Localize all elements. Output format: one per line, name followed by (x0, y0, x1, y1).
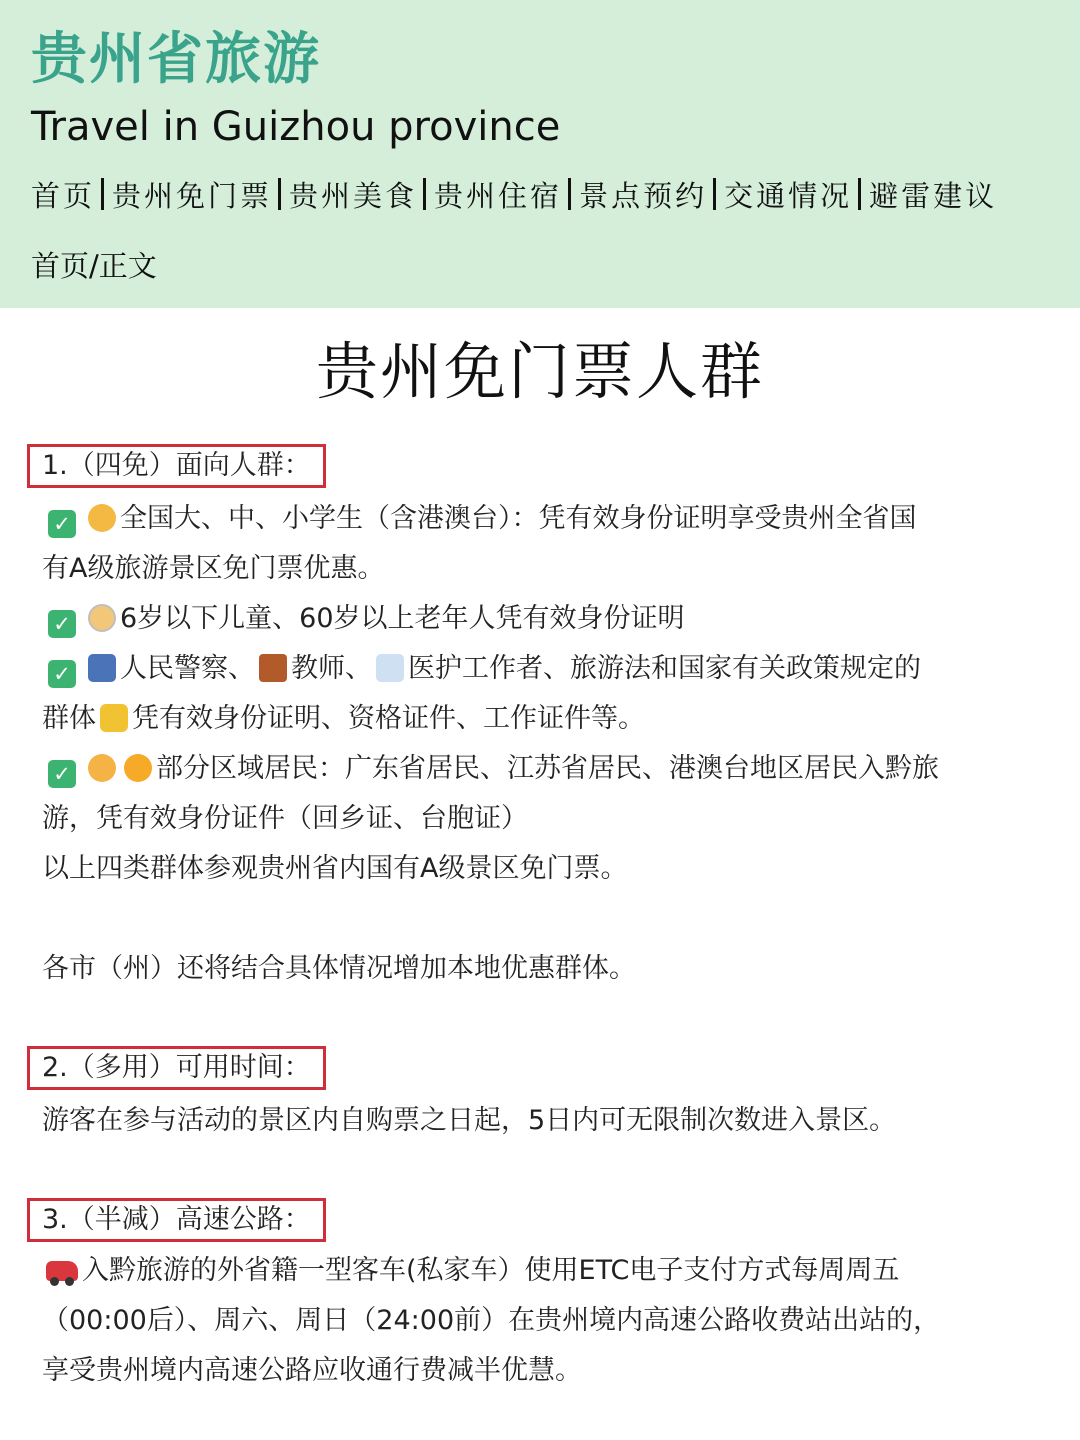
elderly-person-icon (88, 604, 116, 632)
nav-item-reservation[interactable]: 景点预约 (579, 178, 708, 213)
check-box-icon: ✓ (48, 660, 76, 688)
item-text-continued: 游，凭有效身份证件（回乡证、台胞证） (42, 803, 528, 834)
teacher-icon (259, 654, 287, 682)
check-box-icon: ✓ (48, 510, 76, 538)
list-item (42, 749, 939, 789)
check-box-icon: ✓ (48, 760, 76, 788)
item-text: 教师、 (291, 653, 372, 684)
article-title: 贵州免门票人群 (315, 335, 764, 408)
nav-separator (713, 178, 716, 210)
item-text: 6岁以下儿童、60岁以上老年人凭有效身份证明 (120, 603, 685, 634)
item-text: 全国大、中、小学生（含港澳台）：凭有效身份证明享受贵州全省国 (120, 503, 917, 534)
list-item (42, 1251, 899, 1291)
item-text: 入黔旅游的外省籍一型客车(私家车）使用ETC电子支付方式每周周五 (82, 1255, 900, 1286)
site-subtitle: Travel in Guizhou province (31, 104, 561, 150)
section-heading-highway: 3.（半减）高速公路： (27, 1198, 326, 1242)
nav-item-tips[interactable]: 避雷建议 (869, 178, 998, 213)
nav-item-food[interactable]: 贵州美食 (289, 178, 418, 213)
check-box-icon: ✓ (48, 610, 76, 638)
site-header (0, 0, 1080, 308)
item-text-continued (42, 699, 645, 739)
list-item (42, 599, 685, 639)
nav-separator (858, 178, 861, 210)
top-nav (31, 172, 997, 216)
nav-separator (101, 178, 104, 210)
item-text-continued: 享受贵州境内高速公路应收通行费减半优慧。 (42, 1355, 582, 1386)
item-text: 人民警察、 (120, 653, 255, 684)
police-officer-icon (88, 654, 116, 682)
man-icon (88, 754, 116, 782)
item-text: 部分区域居民：广东省居民、江苏省居民、港澳台地区居民入黔旅 (156, 753, 939, 784)
construction-worker-icon (100, 704, 128, 732)
nav-separator (568, 178, 571, 210)
paragraph: 各市（州）还将结合具体情况增加本地优惠群体。 (42, 953, 636, 984)
nav-item-home[interactable]: 首页 (31, 178, 96, 213)
item-text: 群体 (42, 703, 96, 734)
student-icon (88, 504, 116, 532)
health-worker-icon (376, 654, 404, 682)
breadcrumb[interactable]: 首页/正文 (31, 249, 157, 283)
item-text-continued: （00:00后）、周六、周日（24:00前）在贵州境内高速公路收费站出站的， (42, 1305, 941, 1336)
woman-icon (124, 754, 152, 782)
nav-separator (278, 178, 281, 210)
item-text: 医护工作者、旅游法和国家有关政策规定的 (408, 653, 921, 684)
list-item (42, 649, 921, 689)
list-item (42, 499, 917, 539)
nav-item-free-tickets[interactable]: 贵州免门票 (112, 178, 273, 213)
paragraph: 游客在参与活动的景区内自购票之日起，5日内可无限制次数进入景区。 (42, 1105, 897, 1136)
nav-item-lodging[interactable]: 贵州住宿 (434, 178, 563, 213)
section-heading-usage-time: 2.（多用）可用时间： (27, 1046, 326, 1090)
car-icon (46, 1261, 78, 1281)
section-heading-free-groups: 1.（四免）面向人群： (27, 444, 326, 488)
paragraph: 以上四类群体参观贵州省内国有A级景区免门票。 (42, 853, 628, 884)
nav-separator (423, 178, 426, 210)
item-text: 凭有效身份证明、资格证件、工作证件等。 (132, 703, 645, 734)
site-title[interactable]: 贵州省旅游 (31, 27, 321, 92)
nav-item-traffic[interactable]: 交通情况 (724, 178, 853, 213)
item-text-continued: 有A级旅游景区免门票优惠。 (42, 553, 385, 584)
